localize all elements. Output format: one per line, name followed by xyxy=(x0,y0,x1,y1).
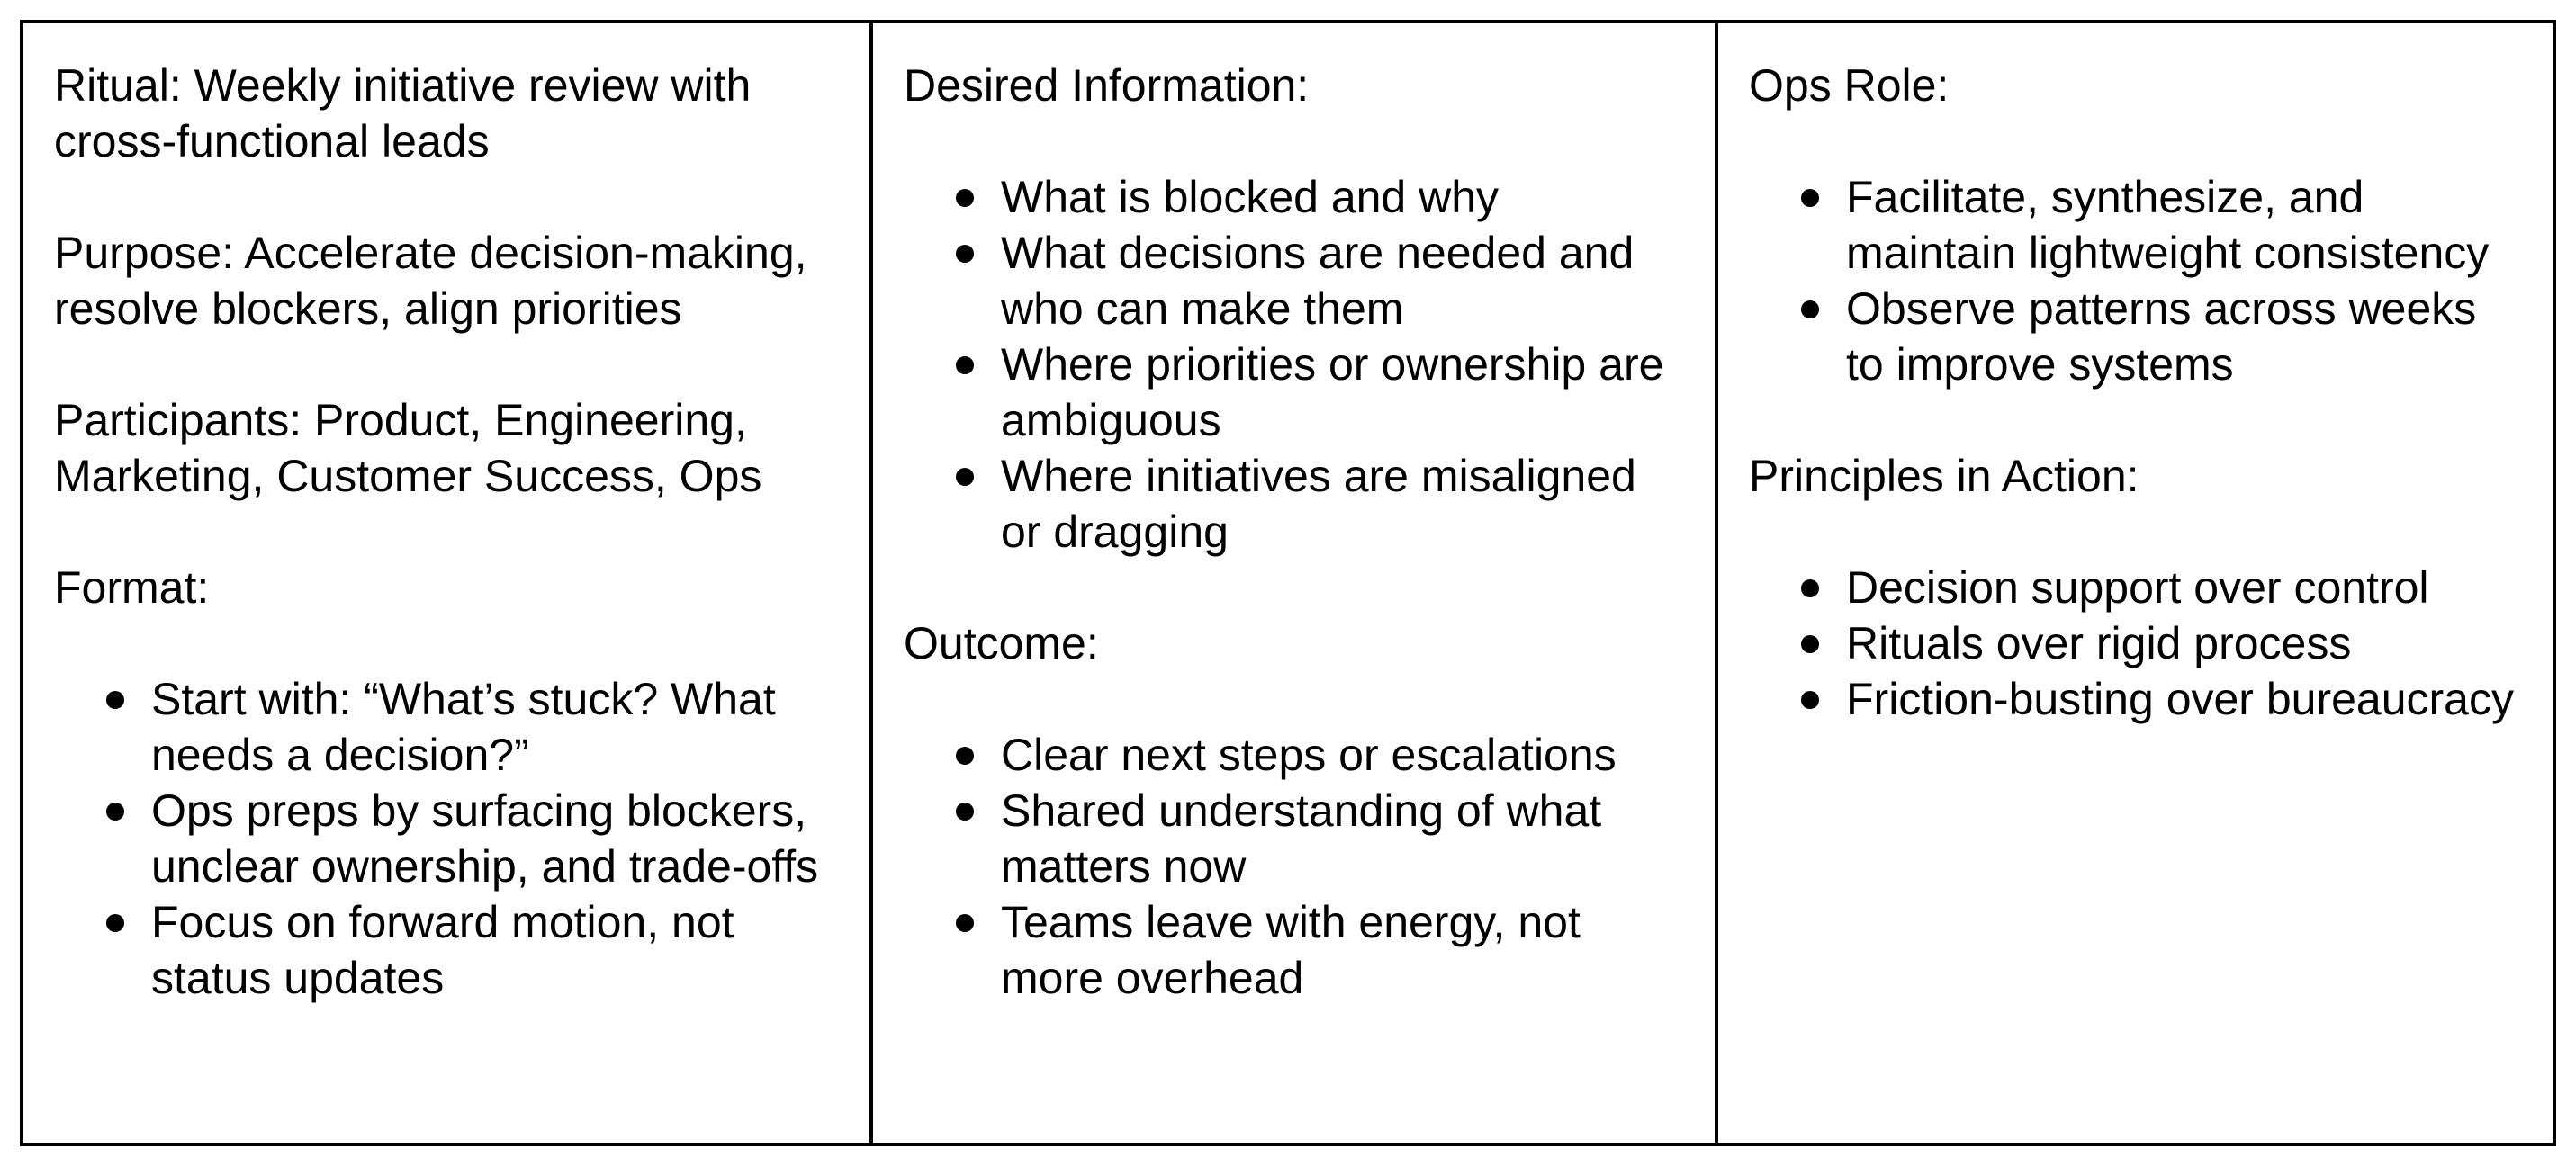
principles-list xyxy=(1749,560,2526,727)
list-item xyxy=(54,894,842,1006)
desired-information-heading: Desired Information: xyxy=(904,60,1310,111)
list-item xyxy=(1749,615,2526,671)
bullet-icon xyxy=(106,691,124,709)
format-list xyxy=(54,671,842,1006)
table-cell-ritual-overview xyxy=(23,23,869,1143)
list-item xyxy=(54,783,842,894)
bullet-icon xyxy=(1801,691,1819,709)
bullet-icon xyxy=(1801,579,1819,597)
format-item-text: Start with: “What’s stuck? What needs a decision?” xyxy=(151,674,776,780)
desired-item-text: What decisions are needed and who can make them xyxy=(1001,228,1635,334)
desired-item-text: Where priorities or ownership are ambiguous xyxy=(1001,339,1664,445)
list-item xyxy=(1749,560,2526,615)
bullet-icon xyxy=(1801,300,1819,318)
table-cell-ops-role xyxy=(1715,23,2553,1143)
principles-heading: Principles in Action: xyxy=(1749,451,2139,501)
ops-role-heading: Ops Role: xyxy=(1749,60,1950,111)
list-item xyxy=(1749,169,2526,281)
desired-information-list xyxy=(904,169,1688,560)
bullet-icon xyxy=(956,189,974,207)
list-item xyxy=(54,671,842,783)
outcome-item-text: Shared understanding of what matters now xyxy=(1001,785,1602,892)
participants-text: Participants: Product, Engineering, Marketing, Customer Success, Ops xyxy=(54,395,762,501)
format-heading: Format: xyxy=(54,562,210,613)
list-item xyxy=(904,727,1688,783)
bullet-icon xyxy=(106,914,124,932)
principles-item-text: Rituals over rigid process xyxy=(1846,618,2352,668)
table-cell-information-outcome xyxy=(869,23,1715,1143)
list-item xyxy=(904,783,1688,894)
format-item-text: Focus on forward motion, not status updates xyxy=(151,897,734,1003)
bullet-icon xyxy=(956,468,974,486)
desired-item-text: What is blocked and why xyxy=(1001,172,1500,222)
ritual-table xyxy=(20,20,2556,1146)
bullet-icon xyxy=(106,803,124,821)
outcome-item-text: Clear next steps or escalations xyxy=(1001,730,1617,780)
outcome-item-text: Teams leave with energy, not more overhead xyxy=(1001,897,1581,1003)
ops-role-item-text: Facilitate, synthesize, and maintain lightweight consistency xyxy=(1846,172,2490,278)
list-item xyxy=(904,894,1688,1006)
list-item xyxy=(904,448,1688,560)
list-item xyxy=(904,225,1688,336)
ops-role-list xyxy=(1749,169,2526,392)
list-item xyxy=(904,169,1688,225)
bullet-icon xyxy=(956,747,974,765)
purpose-text: Purpose: Accelerate decision-making, resolve blockers, align priorities xyxy=(54,228,807,334)
list-item xyxy=(1749,671,2526,727)
bullet-icon xyxy=(956,914,974,932)
bullet-icon xyxy=(1801,189,1819,207)
outcome-heading: Outcome: xyxy=(904,618,1099,668)
bullet-icon xyxy=(1801,635,1819,653)
principles-item-text: Decision support over control xyxy=(1846,562,2429,613)
ops-role-item-text: Observe patterns across weeks to improve systems xyxy=(1846,283,2477,390)
bullet-icon xyxy=(956,245,974,263)
format-item-text: Ops preps by surfacing blockers, unclear ownership, and trade-offs xyxy=(151,785,819,892)
bullet-icon xyxy=(956,356,974,374)
desired-item-text: Where initiatives are misaligned or dragging xyxy=(1001,451,1636,557)
list-item xyxy=(1749,281,2526,392)
bullet-icon xyxy=(956,803,974,821)
list-item xyxy=(904,336,1688,448)
outcome-list xyxy=(904,727,1688,1006)
principles-item-text: Friction-busting over bureaucracy xyxy=(1846,674,2514,724)
ritual-text: Ritual: Weekly initiative review with cross-functional leads xyxy=(54,60,752,166)
